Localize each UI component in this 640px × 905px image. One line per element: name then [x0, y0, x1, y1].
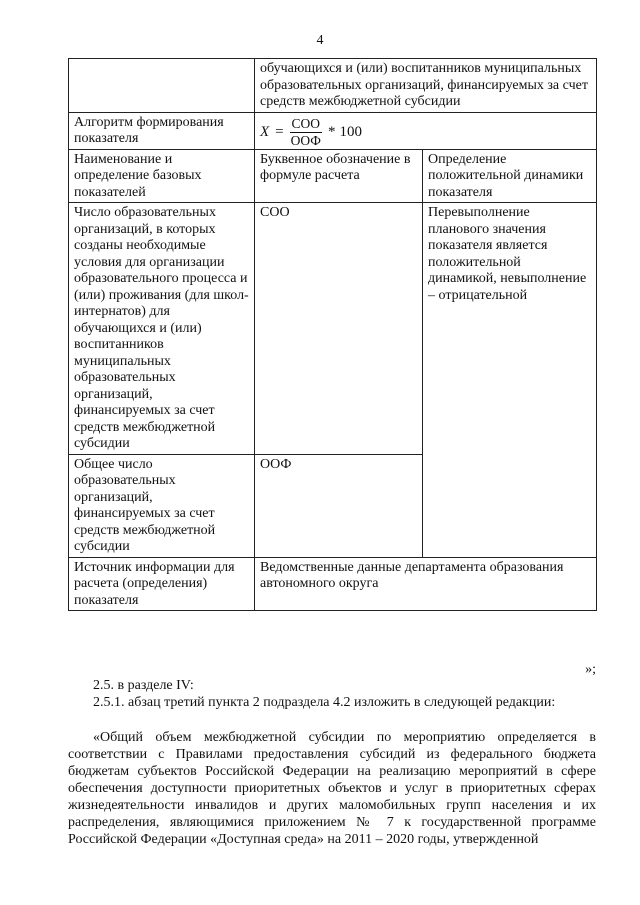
- formula-variable: X: [260, 124, 270, 140]
- header-symbol: Буквенное обозначение в формуле расчета: [255, 149, 423, 203]
- formula-numerator: СОО: [291, 115, 321, 131]
- formula-multiplier: 100: [339, 124, 362, 140]
- table-row: [69, 149, 597, 203]
- source-label: Источник информации для расчета (определения) показателя: [69, 557, 255, 611]
- algorithm-label: Алгоритм формирования показателя: [69, 112, 255, 149]
- indicator-oof-name: Общее число образовательных организаций, финансируемых за счет средств межбюджетной субсидии: [69, 454, 255, 557]
- table-cell-continuation: обучающихся и (или) воспитанников муниципальных образовательных организаций, финансируемых за счет средств межбюджетной субсидии: [255, 59, 597, 113]
- source-value: Ведомственные данные департамента образования автономного округа: [255, 557, 597, 611]
- closing-quote: »;: [585, 662, 596, 677]
- header-dynamics: Определение положительной динамики показателя: [423, 149, 597, 203]
- paragraph-amendment: 2.5.1. абзац третий пункта 2 подраздела 4.2 изложить в следующей редакции:: [93, 695, 556, 710]
- formula-denominator: ООФ: [290, 132, 321, 148]
- table-row: [69, 557, 597, 611]
- formula-operator: *: [327, 124, 336, 140]
- table-row: [69, 59, 597, 113]
- header-name: Наименование и определение базовых показателей: [69, 149, 255, 203]
- formula-equals: =: [275, 124, 284, 140]
- dynamics-definition: Перевыполнение планового значения показателя является положительной динамикой, невыполнение – отрицательной: [423, 203, 597, 558]
- formula: [260, 115, 364, 148]
- paragraph-quoted-text: «Общий объем межбюджетной субсидии по мероприятию определяется в соответствии с Правилами предоставления субсидий из федерального бюджета бюджетам субъектов Российской Федерации на реализацию мероприятий в сфере обеспечения доступности приоритетных объектов и услуг в приоритетных сферах жизнедеятельности инвалидов и других маломобильных групп населения и их распределения, являющимися приложением № 7 к государственной программе Российской Федерации «Доступная среда» на 2011 – 2020 годы, утвержденной: [68, 730, 596, 847]
- indicator-oof-symbol: ООФ: [255, 454, 423, 557]
- page-number: 4: [316, 33, 324, 48]
- table-cell-empty: [69, 59, 255, 113]
- formula-cell: [255, 112, 597, 149]
- table-row: [69, 203, 597, 455]
- indicator-soo-name: Число образовательных организаций, в которых созданы необходимые условия для организации образовательного процесса и (или) проживания (для школ-интернатов) для обучающихся и (или) воспитанников муниципальных образовательных организаций, финансируемых за счет средств межбюджетной субсидии: [69, 203, 255, 455]
- formula-fraction: [289, 117, 323, 148]
- table-row: [69, 112, 597, 149]
- paragraph-section: 2.5. в разделе IV:: [93, 678, 194, 693]
- indicator-soo-symbol: СОО: [255, 203, 423, 455]
- indicator-table: [68, 58, 597, 611]
